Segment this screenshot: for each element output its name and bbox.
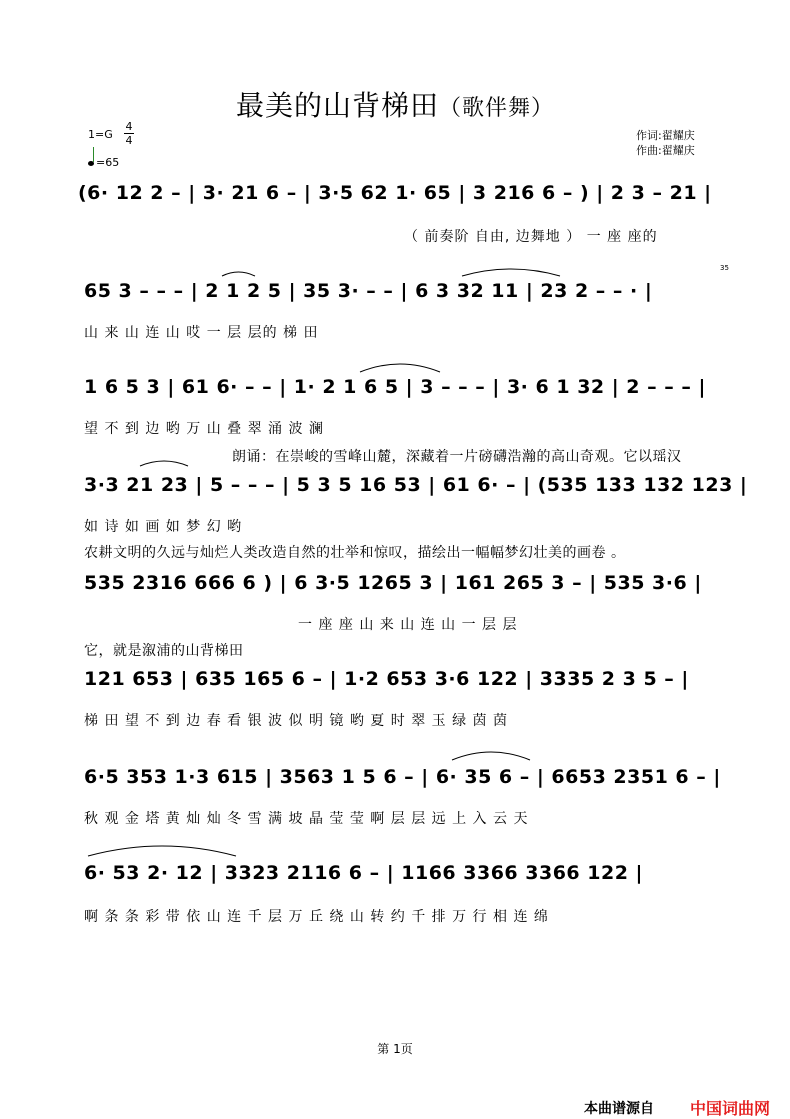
- notes-line-2: 65 3 – – – | 2 1 2 5 | 35 3· – – | 6 3 32 11 | 23 2 – – · |: [84, 280, 653, 302]
- page-number: 第 1页: [377, 1042, 413, 1056]
- lyrics-line-8: 啊 条 条 彩 带 依 山 连 千 层 万 丘 绕 山 转 约 千 排 万 行 相 连 绵: [84, 909, 549, 925]
- lyrics-line-5: 一 座 座 山 来 山 连 山 一 层 层: [298, 617, 518, 633]
- lyrics-line-3: 望 不 到 边 哟 万 山 叠 翠 涌 波 澜: [84, 421, 324, 437]
- notes-line-8: 6· 53 2· 12 | 3323 2116 6 – | 1166 3366 3366 122 |: [84, 862, 643, 884]
- notes-line-4: 3·3 21 23 | 5 – – – | 5 3 5 16 53 | 61 6· – | (535 133 132 123 |: [84, 474, 748, 496]
- quarter-note-icon: [88, 161, 94, 166]
- narration-2: 农耕文明的久远与灿烂人类改造自然的壮举和惊叹，描绘出一幅幅梦幻壮美的画卷 。: [84, 545, 626, 561]
- notes-line-1: (6· 12 2 – | 3· 21 6 – | 3·5 62 1· 65 | 3 216 6 – ) | 2 3 – 21 |: [78, 182, 712, 204]
- slur-mark: [452, 752, 530, 760]
- credits: [636, 128, 695, 158]
- measure-number: 35: [720, 264, 729, 272]
- footer-site-link[interactable]: 中国词曲网: [690, 1099, 771, 1118]
- slur-mark: [88, 846, 236, 856]
- lyrics-line-2: 山 来 山 连 山 哎 一 层 层的 梯 田: [84, 325, 319, 341]
- lyrics-line-4: 如 诗 如 画 如 梦 幻 哟: [84, 519, 243, 535]
- tempo-marking: =65: [88, 156, 119, 169]
- notes-line-5: 535 2316 666 6 ) | 6 3·5 1265 3 | 161 265 3 – | 535 3·6 |: [84, 572, 702, 594]
- lyricist: 作词:翟耀庆: [636, 129, 695, 142]
- composer: 作曲:翟耀庆: [636, 144, 695, 157]
- page-title: 最美的山背梯田（歌伴舞）: [235, 89, 555, 122]
- lyrics-line-6: 梯 田 望 不 到 边 春 看 银 波 似 明 镜 哟 夏 时 翠 玉 绿 茵 茵: [84, 713, 509, 729]
- slur-mark: [360, 364, 440, 372]
- notes-line-7: 6·5 353 1·3 615 | 3563 1 5 6 – | 6· 35 6 – | 6653 2351 6 – |: [84, 766, 721, 788]
- slur-mark: [222, 272, 255, 276]
- footer-source: 本曲谱源自: [584, 1101, 654, 1117]
- lyrics-line-1: （ 前奏阶 自由, 边舞地 ） 一 座 座的: [404, 229, 658, 245]
- lyrics-line-7: 秋 观 金 塔 黄 灿 灿 冬 雪 满 坡 晶 莹 莹 啊 层 层 远 上 入 云 天: [84, 811, 529, 827]
- notes-line-6: 121 653 | 635 165 6 – | 1·2 653 3·6 122 | 3335 2 3 5 – |: [84, 668, 689, 690]
- notes-line-3: 1 6 5 3 | 61 6· – – | 1· 2 1 6 5 | 3 – – – | 3· 6 1 32 | 2 – – – |: [84, 376, 706, 398]
- narration-3: 它，就是溆浦的山背梯田: [84, 643, 244, 659]
- slur-mark: [462, 269, 560, 276]
- slur-mark: [140, 461, 188, 466]
- key-signature: 1=G: [88, 128, 113, 141]
- narration-1: 朗诵：在崇峻的雪峰山麓，深藏着一片磅礴浩瀚的高山奇观。它以瑶汉: [232, 449, 682, 465]
- time-signature: 4 4: [125, 120, 133, 147]
